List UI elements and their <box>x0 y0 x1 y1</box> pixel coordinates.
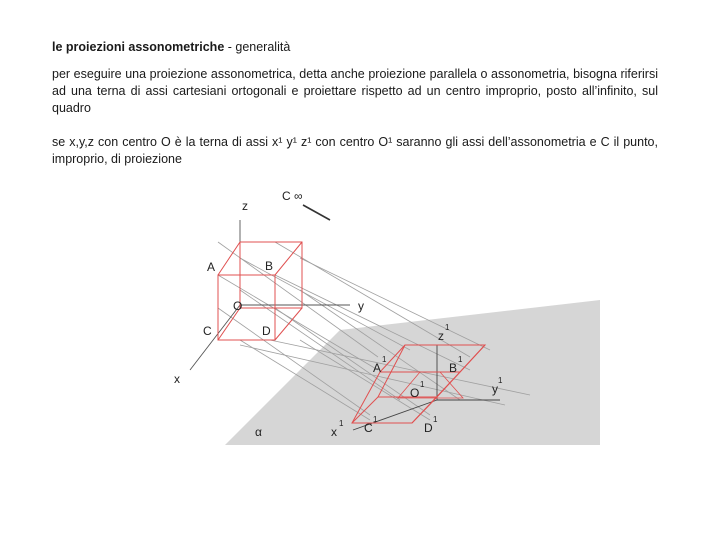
label-a: A <box>207 260 216 274</box>
label-x1-sup: 1 <box>339 419 344 428</box>
label-d: D <box>262 324 271 338</box>
label-y1-sup: 1 <box>498 376 503 385</box>
label-b1: B <box>449 361 458 375</box>
title-bold: le proiezioni assonometriche <box>52 40 225 54</box>
label-c: C <box>203 324 212 338</box>
label-alpha: α <box>255 425 262 439</box>
paragraph-axes: se x,y,z con centro O è la terna di assi x¹ y¹ z¹ con centro O¹ saranno gli assi dell’assonometria e C il punto, improprio, di proiezione <box>52 135 658 166</box>
label-d1-sup: 1 <box>433 415 438 424</box>
label-x: x <box>174 372 180 386</box>
label-a1: A <box>373 361 382 375</box>
label-d1: D <box>424 421 433 435</box>
label-o: O <box>233 299 243 313</box>
label-c1: C <box>364 421 373 435</box>
label-z1: z <box>438 329 444 343</box>
title-rest: - generalità <box>224 40 291 54</box>
projection-direction-line <box>303 205 330 220</box>
label-z1-sup: 1 <box>445 323 450 332</box>
paragraph-definition: per eseguire una proiezione assonometrica, detta anche proiezione parallela o assonometria, bisogna riferirsi ad una terna di assi cartesiani ortogonali e proiettare rispetto ad un centro improprio, posto all’infinito, sul quadro <box>52 67 658 115</box>
label-z: z <box>242 199 248 213</box>
label-a1-sup: 1 <box>382 355 387 364</box>
label-c1-sup: 1 <box>373 415 378 424</box>
label-y1: y <box>492 382 498 396</box>
label-x1: x <box>331 425 337 439</box>
label-o1-sup: 1 <box>420 380 425 389</box>
original-cube <box>218 242 302 340</box>
label-c-infinity: C ∞ <box>282 189 303 203</box>
label-y: y <box>358 299 364 313</box>
label-o1: O <box>410 386 420 400</box>
label-b: B <box>265 259 274 273</box>
label-b1-sup: 1 <box>458 355 463 364</box>
